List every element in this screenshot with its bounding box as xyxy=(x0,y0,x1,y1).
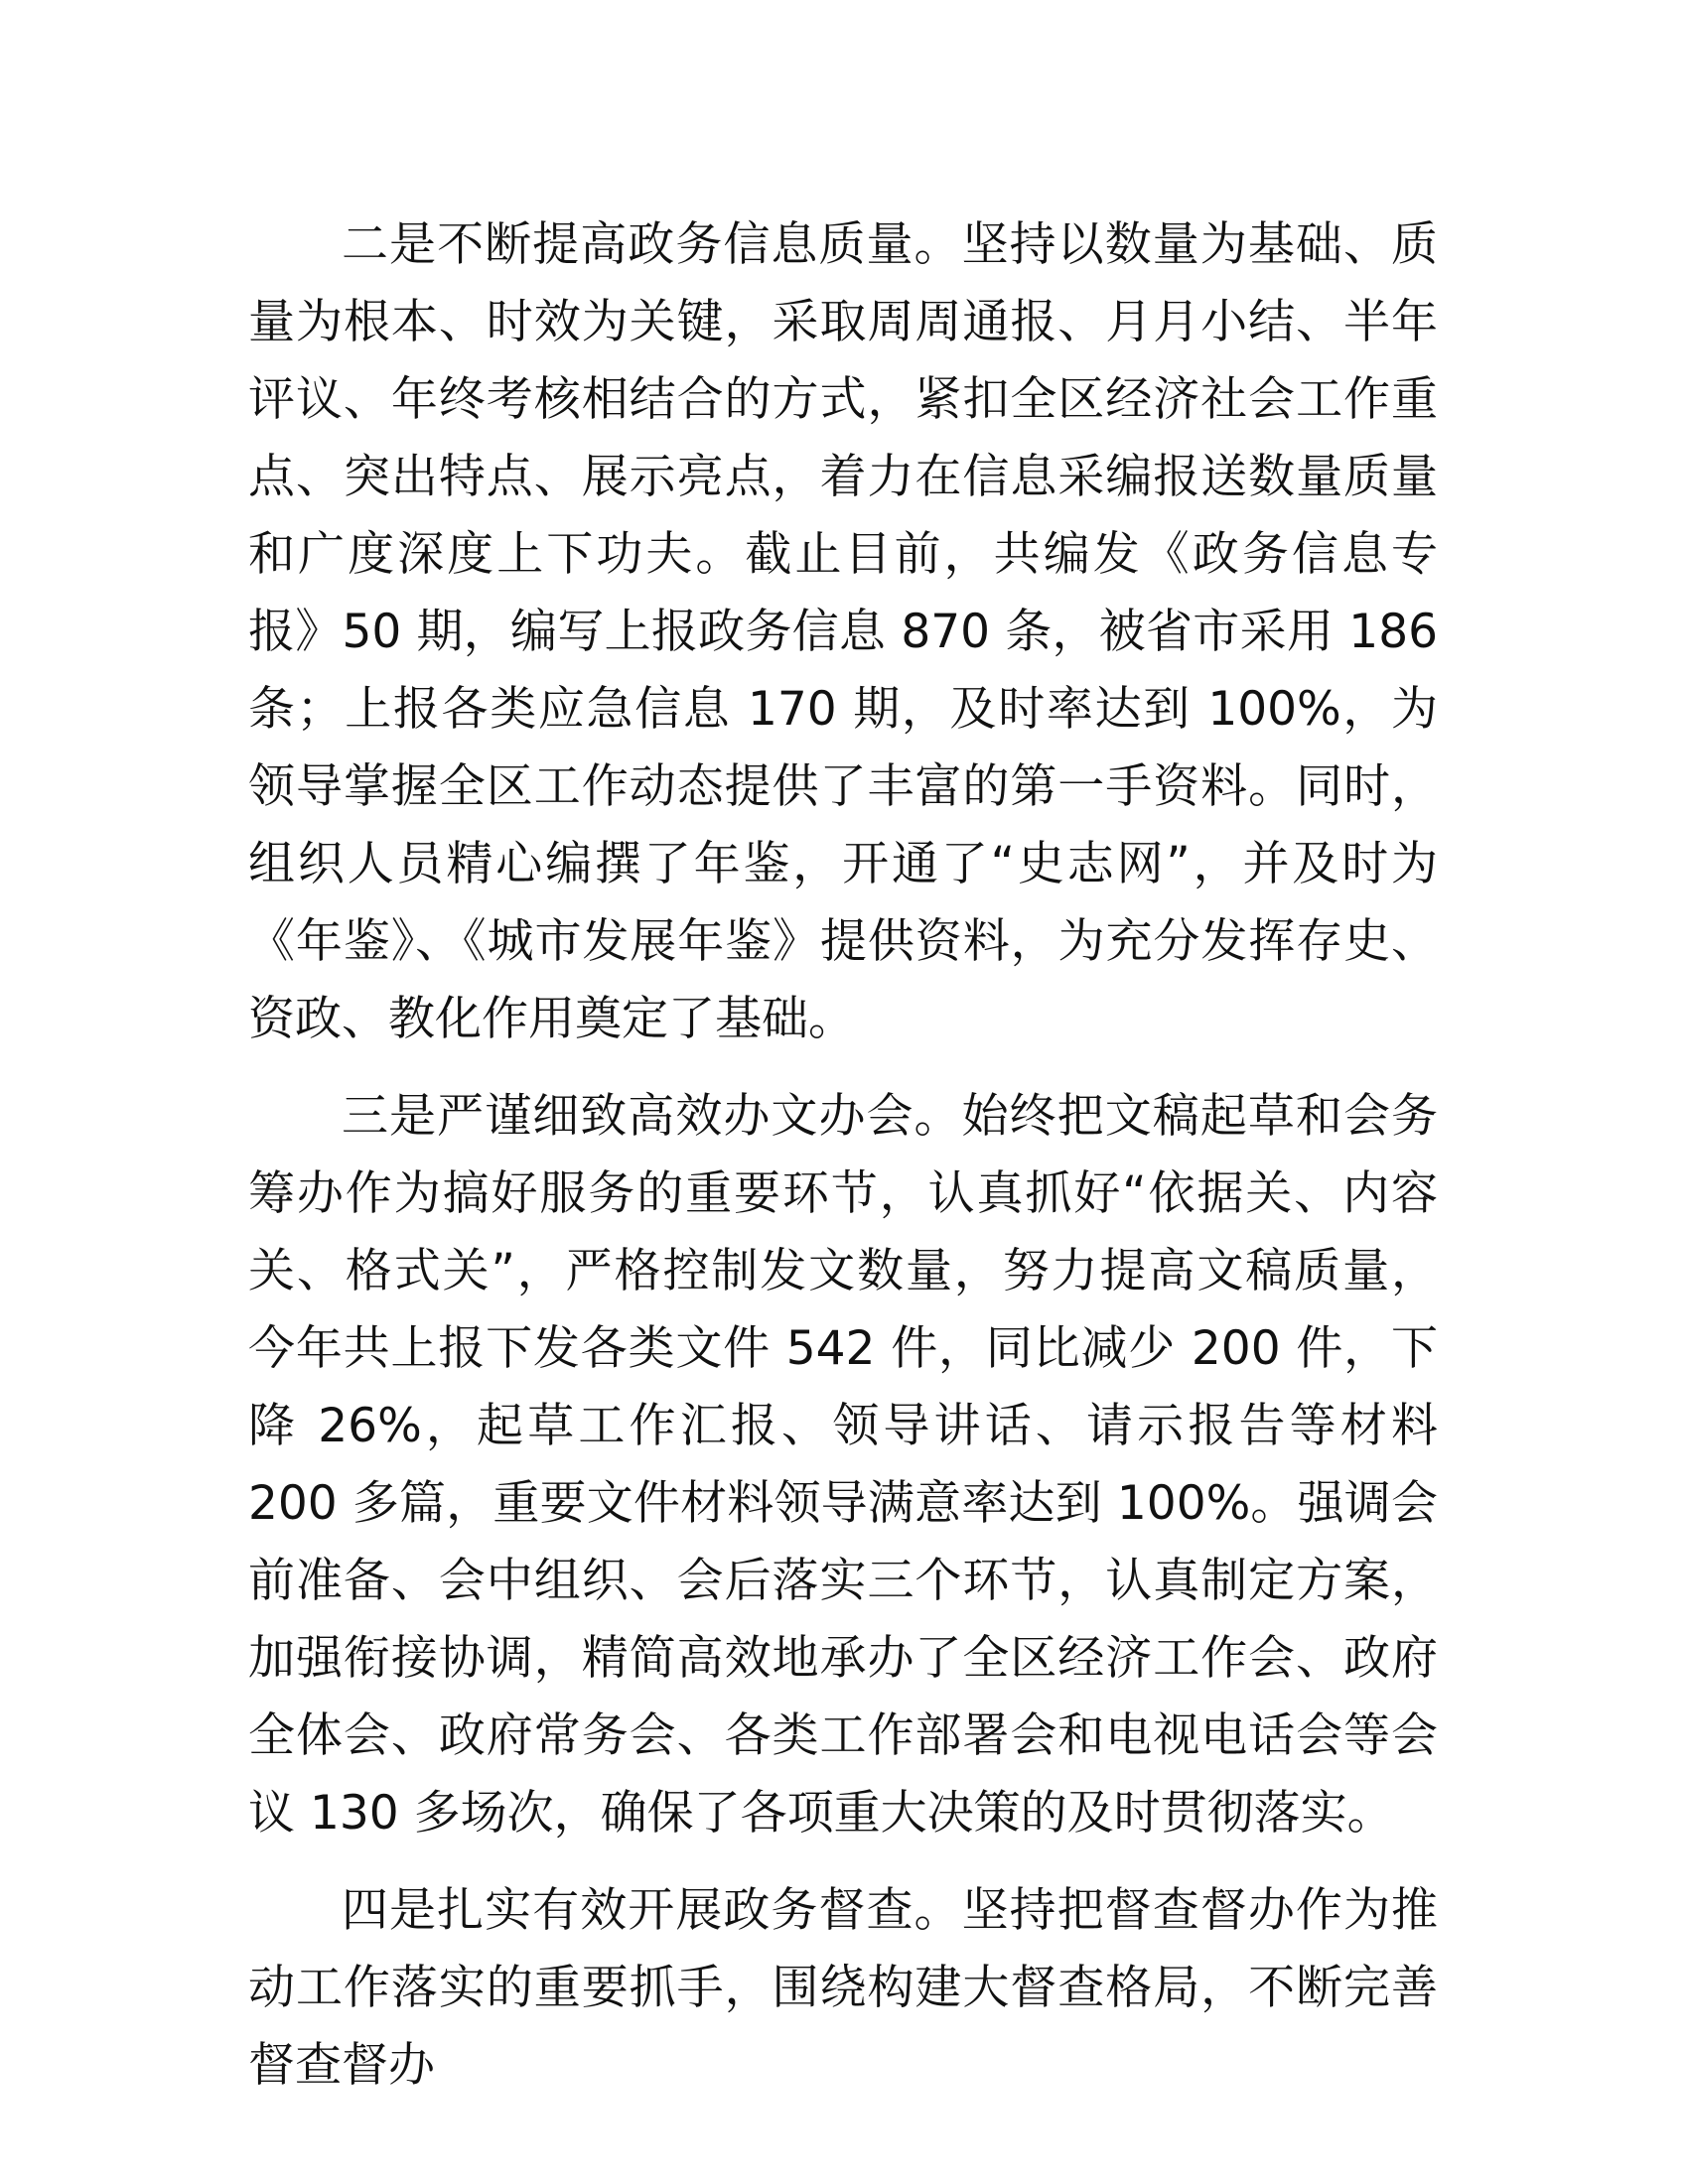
document-body xyxy=(248,206,1438,2105)
paragraph-supervision: 四是扎实有效开展政务督查。坚持把督查督办作为推动工作落实的重要抓手，围绕构建大督查格局，不断完善督查督办 xyxy=(248,1883,1438,2093)
paragraph-documents-and-meetings: 三是严谨细致高效办文办会。始终把文稿起草和会务筹办作为搞好服务的重要环节，认真抓好“依据关、内容关、格式关”，严格控制发文数量，努力提高文稿质量，今年共上报下发各类文件 542 件，同比减少 200 件，下降 26%，起草工作汇报、领导讲话、请示报告等材料 200 多篇，重要文件材料领导满意率达到 100%。强调会前准备、会中组织、会后落实三个环节，认真制定方案，加强衔接协调，精简高效地承办了全区经济工作会、政府全体会、政府常务会、各类工作部署会和电视电话会等会议 130 多场次，确保了各项重大决策的及时贯彻落实。 xyxy=(248,1089,1438,1841)
paragraph-government-information: 二是不断提高政务信息质量。坚持以数量为基础、质量为根本、时效为关键，采取周周通报、月月小结、半年评议、年终考核相结合的方式，紧扣全区经济社会工作重点、突出特点、展示亮点，着力在信息采编报送数量质量和广度深度上下功夫。截止目前，共编发《政务信息专报》50 期，编写上报政务信息 870 条，被省市采用 186 条；上报各类应急信息 170 期，及时率达到 100%，为领导掌握全区工作动态提供了丰富的第一手资料。同时，组织人员精心编撰了年鉴，开通了“史志网”，并及时为《年鉴》、《城市发展年鉴》提供资料，为充分发挥存史、资政、教化作用奠定了基础。 xyxy=(248,217,1438,1046)
